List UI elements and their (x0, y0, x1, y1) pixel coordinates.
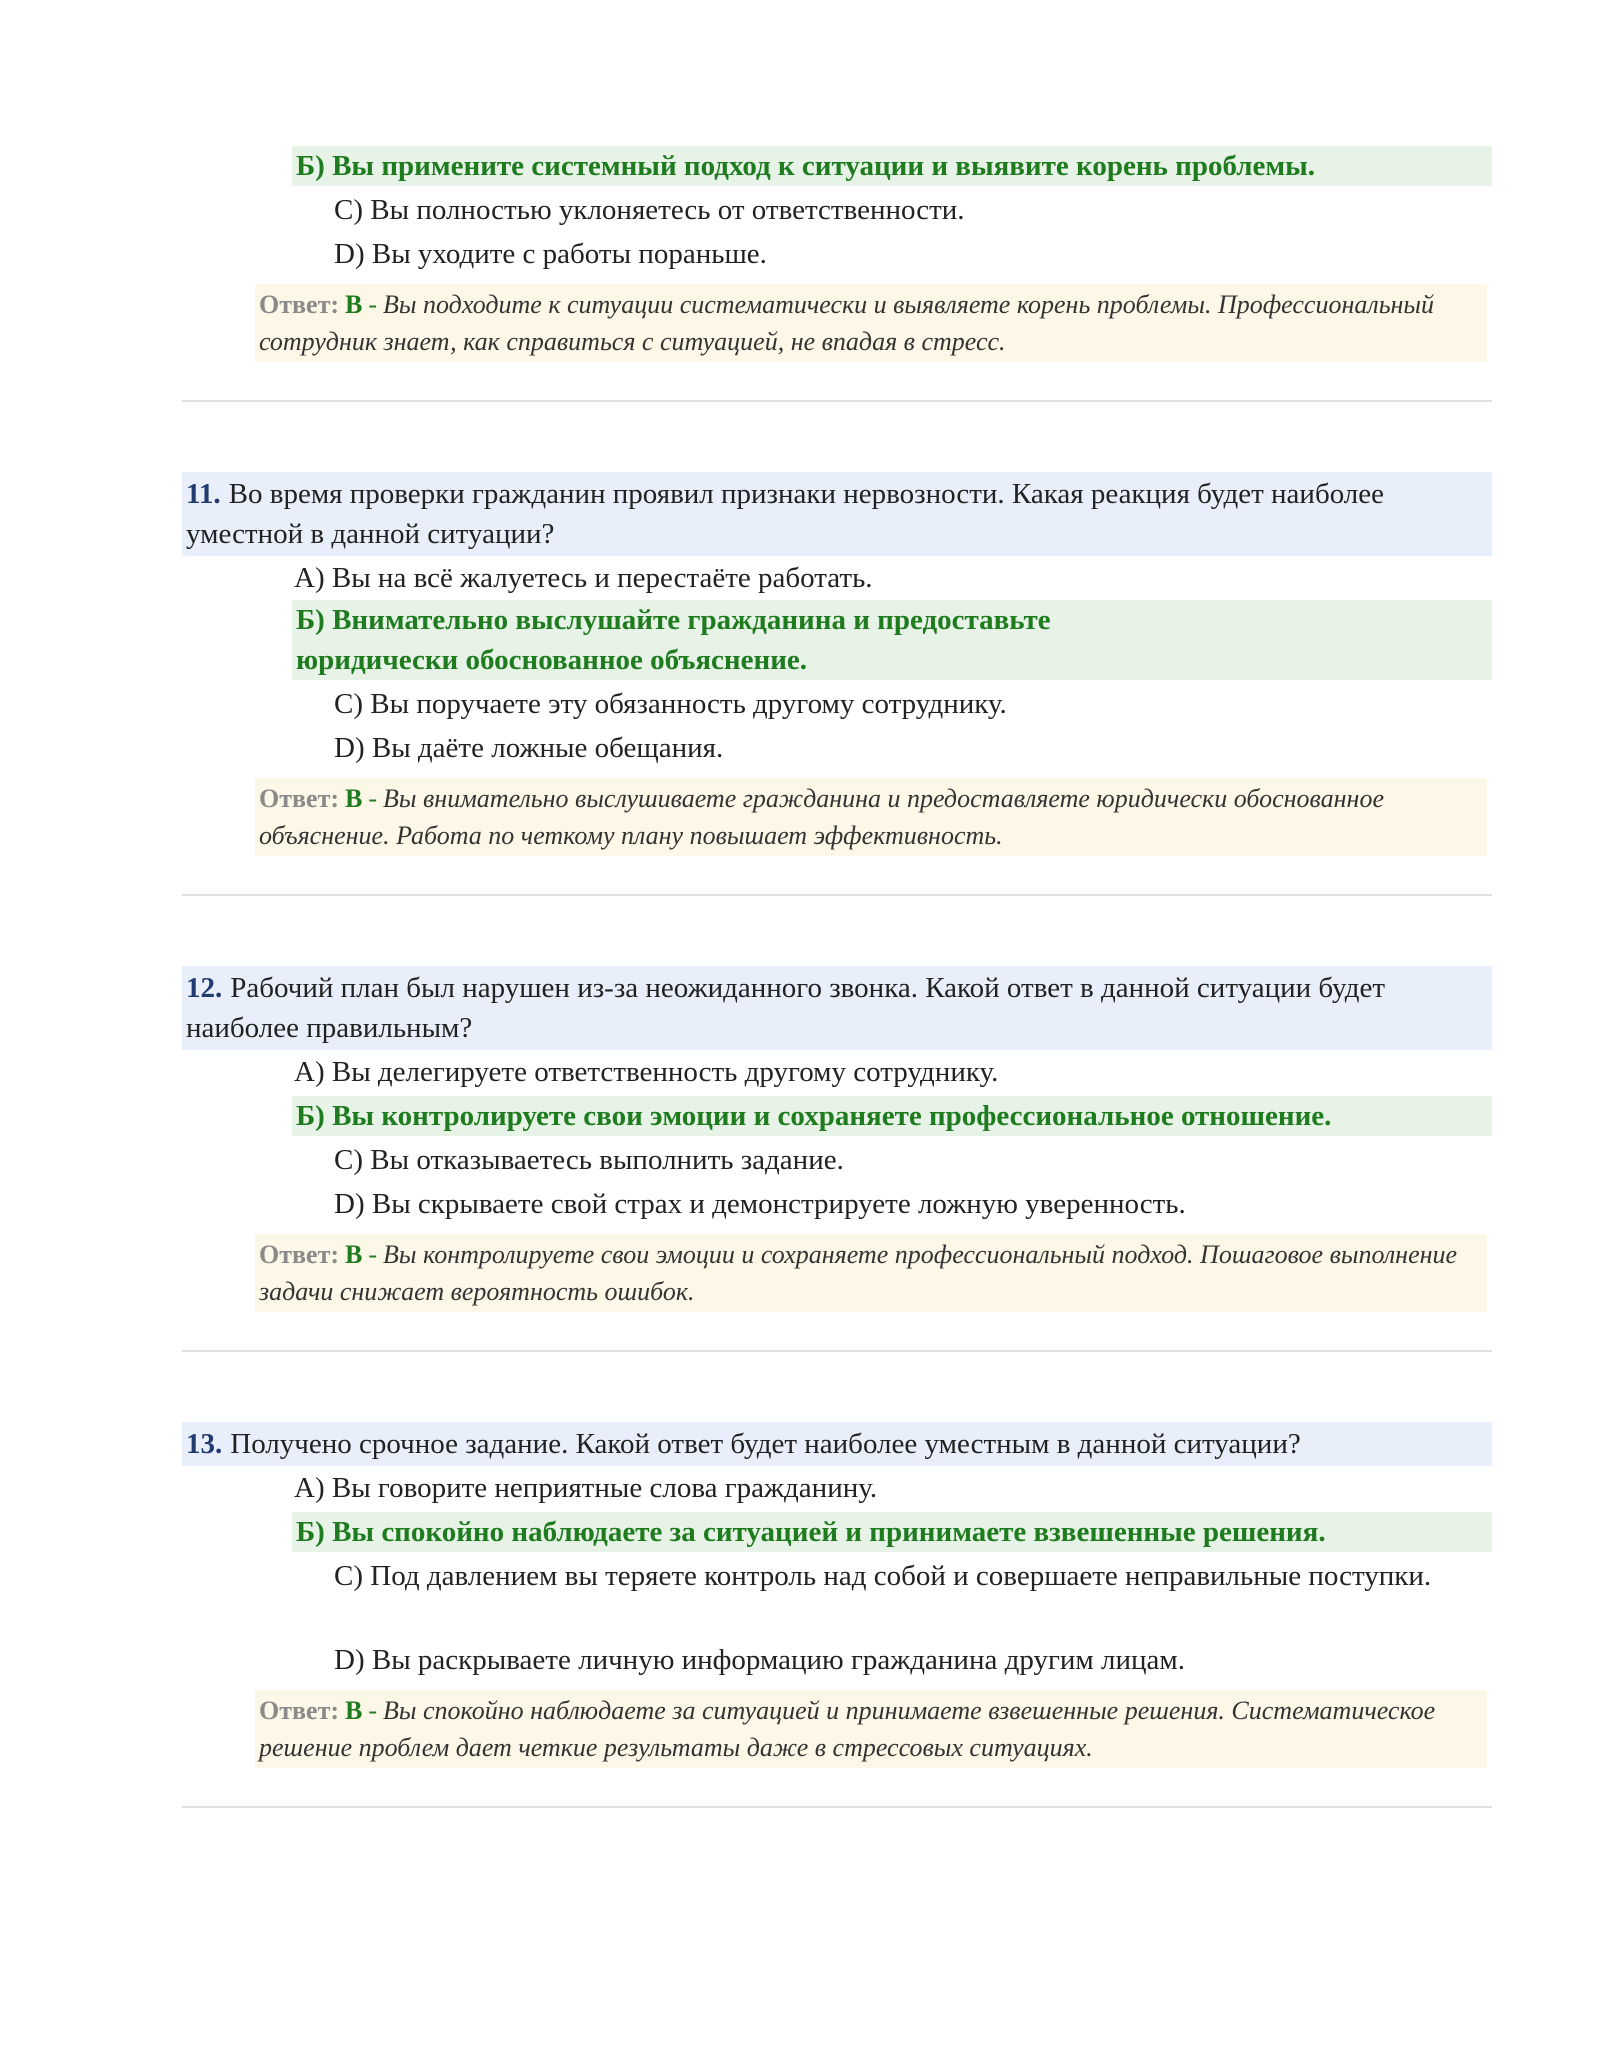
q13-option-a: A) Вы говорите неприятные слова гражданину. (294, 1472, 878, 1504)
q10-answer-label: Ответ: (259, 290, 340, 319)
q13-answer-text: Вы спокойно наблюдаете за ситуацией и принимаете взвешенные решения. Систематическое решение проблем дает четкие результаты даже в стрессовых ситуациях. (259, 1696, 1436, 1762)
q13-answer-letter: B (345, 1696, 363, 1725)
q10-answer-letter: B (345, 290, 363, 319)
q12-correct-option: Б) Вы контролируете свои эмоции и сохраняете профессиональное отношение. (292, 1096, 1492, 1136)
q11-option-d: D) Вы даёте ложные обещания. (334, 732, 724, 764)
q11-answer-label: Ответ: (259, 784, 340, 813)
q12-question (182, 966, 1492, 1050)
q13-question (182, 1422, 1492, 1466)
q11-answer-letter: B (345, 784, 363, 813)
q13-answer-dash: - (368, 1696, 378, 1725)
q11-question (182, 472, 1492, 556)
q12-answer-label: Ответ: (259, 1240, 340, 1269)
q10-answer-dash: - (368, 290, 378, 319)
q13-number: 13. (186, 1428, 223, 1460)
q11-answer-text: Вы внимательно выслушиваете гражданина и предоставляете юридически обоснованное объяснение. Работа по четкому плану повышает эффективность. (259, 784, 1384, 850)
q12-answer-box (255, 1234, 1487, 1312)
q12-option-d: D) Вы скрываете свой страх и демонстрируете ложную уверенность. (334, 1188, 1186, 1220)
q13-answer-label: Ответ: (259, 1696, 340, 1725)
divider (182, 400, 1492, 402)
q11-number: 11. (186, 478, 221, 510)
q10-answer-text: Вы подходите к ситуации систематически и выявляете корень проблемы. Профессиональный сотрудник знает, как справиться с ситуацией, не впадая в стресс. (259, 290, 1435, 356)
q13-option-c: C) Под давлением вы теряете контроль над собой и совершаете неправильные поступки. (334, 1560, 1432, 1592)
q10-option-c: C) Вы полностью уклоняетесь от ответственности. (334, 194, 965, 226)
q12-answer-text: Вы контролируете свои эмоции и сохраняете профессиональный подход. Пошаговое выполнение задачи снижает вероятность ошибок. (259, 1240, 1458, 1306)
q11-option-c: C) Вы поручаете эту обязанность другому сотруднику. (334, 688, 1007, 720)
q11-answer-dash: - (368, 784, 378, 813)
q12-option-c: C) Вы отказываетесь выполнить задание. (334, 1144, 844, 1176)
q13-option-d: D) Вы раскрываете личную информацию гражданина другим лицам. (334, 1644, 1185, 1676)
q11-answer-box (255, 778, 1487, 856)
q13-answer-box (255, 1690, 1487, 1768)
divider (182, 894, 1492, 896)
q11-correct-option: Б) Внимательно выслушайте гражданина и предоставьте юридически обоснованное объяснение. (292, 600, 1492, 680)
divider (182, 1350, 1492, 1352)
q12-number: 12. (186, 972, 223, 1004)
q11-question-text: Во время проверки гражданин проявил признаки нервозности. Какая реакция будет наиболее уместной в данной ситуации? (186, 478, 1385, 550)
q12-option-a: A) Вы делегируете ответственность другому сотруднику. (294, 1056, 999, 1088)
divider (182, 1806, 1492, 1808)
q12-answer-dash: - (368, 1240, 378, 1269)
q13-question-text: Получено срочное задание. Какой ответ будет наиболее уместным в данной ситуации? (230, 1428, 1301, 1460)
q13-correct-option: Б) Вы спокойно наблюдаете за ситуацией и принимаете взвешенные решения. (292, 1512, 1492, 1552)
q10-answer-box (255, 284, 1487, 362)
q12-question-text: Рабочий план был нарушен из-за неожиданного звонка. Какой ответ в данной ситуации будет наиболее правильным? (186, 972, 1386, 1044)
q12-answer-letter: B (345, 1240, 363, 1269)
q10-correct-option: Б) Вы примените системный подход к ситуации и выявите корень проблемы. (292, 146, 1492, 186)
q11-option-a: A) Вы на всё жалуетесь и перестаёте работать. (294, 562, 873, 594)
q10-option-d: D) Вы уходите с работы пораньше. (334, 238, 767, 270)
